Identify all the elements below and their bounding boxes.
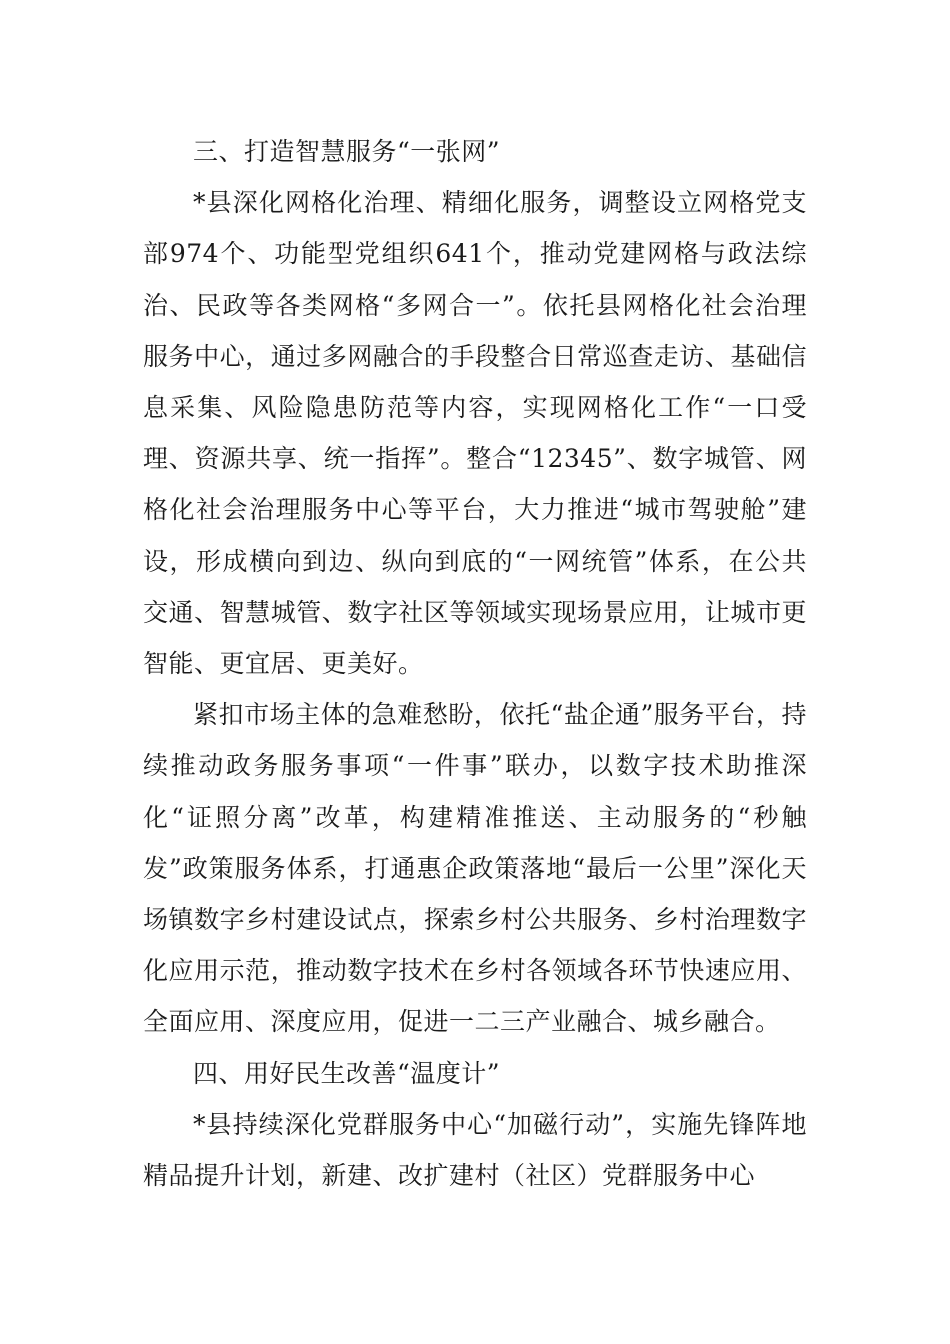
paragraph-party-service-center: *县持续深化党群服务中心“加磁行动”，实施先锋阵地精品提升计划，新建、改扩建村（社区）党群服务中心 (143, 1109, 807, 1191)
section-heading-3: 三、打造智慧服务“一张网” (193, 137, 501, 166)
paragraph-enterprise-services: 紧扣市场主体的急难愁盼，依托“盐企通”服务平台，持续推动政务服务事项“一件事”联办，以数字技术助推深化“证照分离”改革，构建精准推送、主动服务的“秒触发”政策服务体系，打通惠企政策落地“最后一公里”深化天场镇数字乡村建设试点，探索乡村公共服务、乡村治理数字化应用示范，推动数字技术在乡村各领域各环节快速应用、全面应用、深度应用，促进一二三产业融合、城乡融合。 (143, 700, 807, 1037)
document-body (143, 126, 807, 1201)
paragraph-grid-governance: *县深化网格化治理、精细化服务，调整设立网格党支部974个、功能型党组织641个，推动党建网格与政法综治、民政等各类网格“多网合一”。依托县网格化社会治理服务中心，通过多网融合的手段整合日常巡查走访、基础信息采集、风险隐患防范等内容，实现网格化工作“一口受理、资源共享、统一指挥”。整合“12345”、数字城管、网格化社会治理服务中心等平台，大力推进“城市驾驶舱”建设，形成横向到边、纵向到底的“一网统管”体系，在公共交通、智慧城管、数字社区等领域实现场景应用，让城市更智能、更宜居、更美好。 (143, 188, 807, 679)
section-heading-4: 四、用好民生改善“温度计” (193, 1058, 501, 1088)
